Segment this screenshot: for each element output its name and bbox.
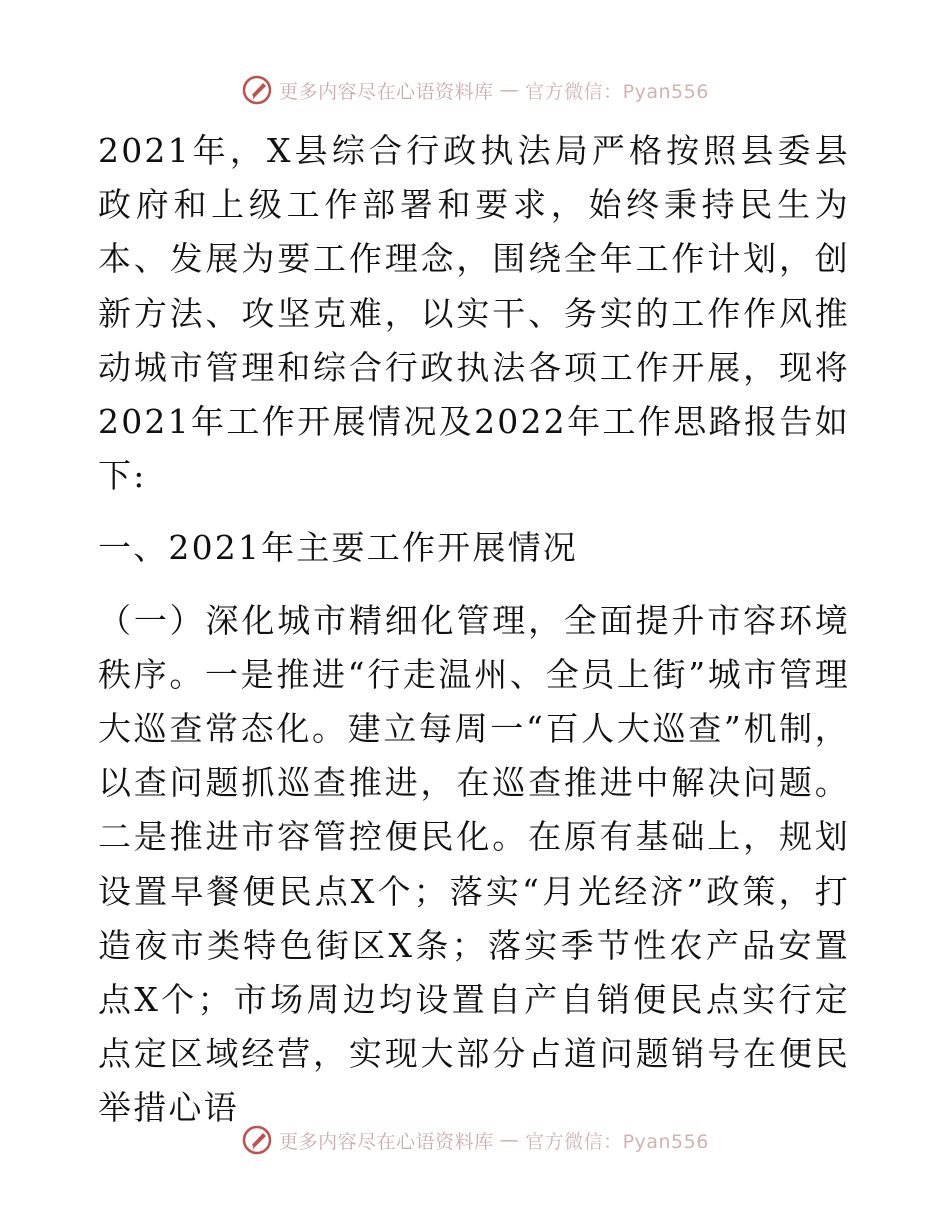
intro-paragraph: 2021年，X县综合行政执法局严格按照县委县政府和上级工作部署和要求，始终秉持民生为本、发展为要工作理念，围绕全年工作计划，创新方法、攻坚克难，以实干、务实的工作作风推动城市管理和综合行政执法各项工作开展，现将2021年工作开展情况及2022年工作思路报告如下: [98,131,850,496]
pen-seal-icon [241,1124,273,1156]
footer-watermark [0,1120,950,1160]
section-paragraph: （一）深化城市精细化管理，全面提升市容环境秩序。一是推进“行走温州、全员上街”城市管理大巡查常态化。建立每周一“百人大巡查”机制，以查问题抓巡查推进，在巡查推进中解决问题。二是推进市容管控便民化。在原有基础上，规划设置早餐便民点X个；落实“月光经济”政策，打造夜市类特色街区X条；落实季节性农产品安置点X个；市场周边均设置自产自销便民点实行定点定区域经营，实现大部分占道问题销号在便民举措心语 [98,600,850,1128]
section-heading: 一、2021年主要工作开展情况 [98,528,578,568]
watermark-brand-text: 更多内容尽在心语资料库 [279,1130,494,1153]
document-body [98,124,850,1136]
watermark-separator: — [499,79,520,101]
header-watermark [0,70,950,110]
watermark-brand-text: 更多内容尽在心语资料库 [279,80,494,103]
watermark-separator: — [499,1129,520,1151]
watermark-contact-text: 官方微信：Pyan556 [525,1130,709,1153]
watermark-contact-text: 官方微信：Pyan556 [525,80,709,103]
pen-seal-icon [241,74,273,106]
